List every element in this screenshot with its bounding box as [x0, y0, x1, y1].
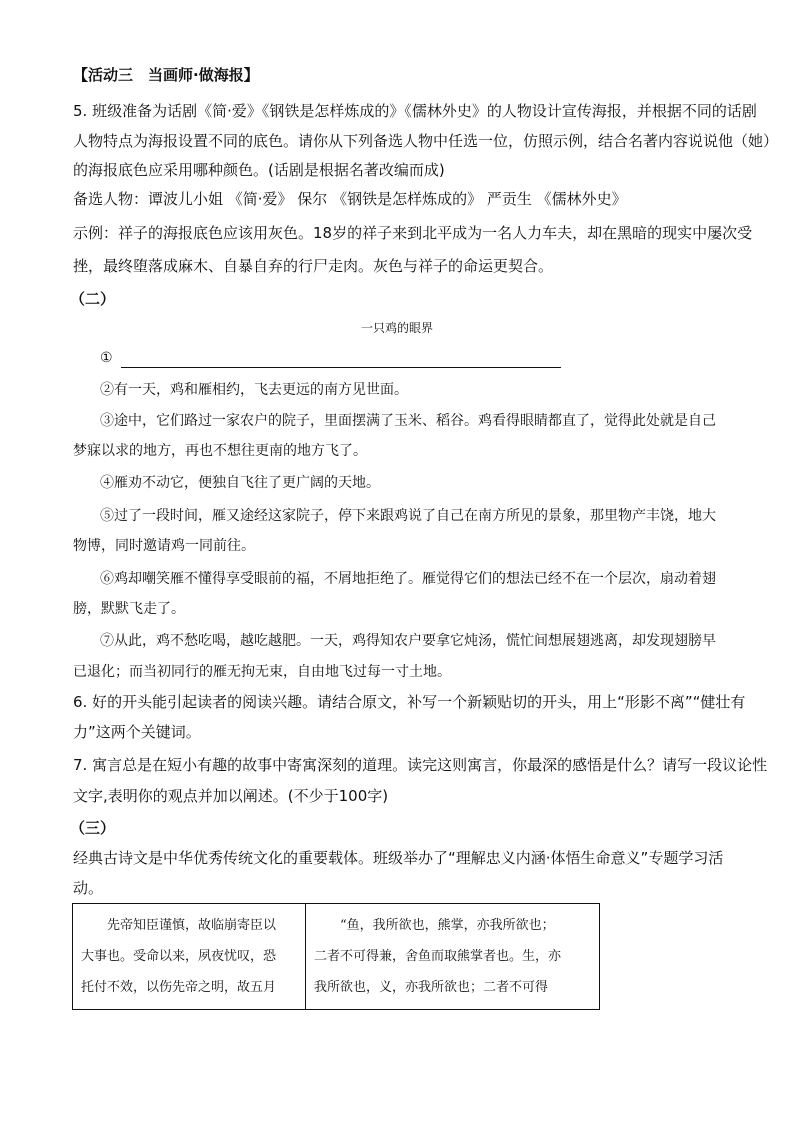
section2-label: （二）	[70, 290, 116, 308]
table-left-line: 先帝知臣谨慎，故临崩寄臣以	[81, 918, 277, 933]
q5-line2: 人物特点为海报设置不同的底色。请你从下列备选人物中任选一位，仿照示例，结合名著内容说说他（她）	[73, 132, 779, 150]
q5-example-line2: 挫，最终堕落成麻木、自暴自弃的行尸走肉。灰色与祥子的命运更契合。	[73, 257, 554, 275]
q5-line1: 5. 班级准备为话剧《简·爱》《钢铁是怎样炼成的》《儒林外史》的人物设计宣传海报，并根据不同的话剧	[73, 102, 757, 120]
story-p2: ②有一天，鸡和雁相约，飞去更远的南方见世面。	[100, 382, 408, 398]
q5-line3: 的海报底色应采用哪种颜色。(话剧是根据名著改编而成)	[73, 161, 445, 179]
table-left-line: 托付不效，以伤先帝之明，故五月	[81, 980, 277, 995]
table-right-line: 二者不可得兼，舍鱼而取熊掌者也。生，亦	[314, 949, 562, 964]
activity-header: 【活动三 当画师·做海报】	[73, 66, 259, 84]
q7-line2: 文字,表明你的观点并加以阐述。(不少于100字)	[73, 787, 389, 805]
table-cell-left	[73, 904, 306, 1010]
q5-candidates: 备选人物：谭波儿小姐 《简·爱》 保尔 《钢铁是怎样炼成的》 严贡生 《儒林外史》	[73, 190, 627, 208]
section3-line2: 动。	[73, 879, 104, 897]
table-right-line: “鱼，我所欲也，熊掌，亦我所欲也；	[314, 918, 555, 933]
story-p1	[100, 348, 760, 368]
classical-text-table	[72, 903, 600, 1010]
section3-line1: 经典古诗文是中华优秀传统文化的重要载体。班级举办了“理解忠义内涵·体悟生命意义”专题学习活	[73, 849, 724, 867]
story-p6-line1: ⑥鸡却嘲笑雁不懂得享受眼前的福，不屑地拒绝了。雁觉得它们的想法已经不在一个层次，扇动着翅	[100, 571, 716, 587]
q6-line1: 6. 好的开头能引起读者的阅读兴趣。请结合原文，补写一个新颖贴切的开头，用上“形影不离”“健壮有	[73, 693, 746, 711]
story-p3-line2: 梦寐以求的地方，再也不想往更南的地方飞了。	[73, 443, 367, 459]
q7-line1: 7. 寓言总是在短小有趣的故事中寄寓深刻的道理。读完这则寓言，你最深的感悟是什么？请写一段议论性	[73, 756, 768, 774]
story-p3-line1: ③途中，它们路过一家农户的院子，里面摆满了玉米、稻谷。鸡看得眼睛都直了，觉得此处就是自己	[100, 413, 716, 429]
story-p7-line2: 已退化；而当初同行的雁无拘无束，自由地飞过每一寸土地。	[73, 664, 451, 680]
story-p6-line2: 膀，默默飞走了。	[73, 601, 185, 617]
table-right-line: 我所欲也，义，亦我所欲也；二者不可得	[314, 980, 549, 995]
table-left-line: 大事也。受命以来，夙夜忧叹，恐	[81, 949, 277, 964]
section3-label: （三）	[70, 819, 116, 837]
story-p1-number: ①	[100, 350, 113, 366]
story-p5-line2: 物博，同时邀请鸡一同前往。	[73, 538, 255, 554]
story-p7-line1: ⑦从此，鸡不愁吃喝，越吃越肥。一天，鸡得知农户要拿它炖汤，慌忙间想展翅逃离，却发现翅膀早	[100, 633, 716, 649]
q5-example-line1: 示例：祥子的海报底色应该用灰色。18岁的祥子来到北平成为一名人力车夫，却在黑暗的现实中屡次受	[73, 224, 753, 242]
q6-line2: 力”这两个关键词。	[73, 723, 201, 741]
story-p4: ④雁劝不动它，便独自飞往了更广阔的天地。	[100, 475, 380, 491]
story-p1-blank-line[interactable]	[121, 353, 561, 368]
table-cell-right	[306, 904, 600, 1010]
table-row	[73, 904, 600, 1010]
story-p5-line1: ⑤过了一段时间，雁又途经这家院子，停下来跟鸡说了自己在南方所见的景象，那里物产丰饶，地大	[100, 508, 716, 524]
story-title: 一只鸡的眼界	[360, 321, 433, 335]
